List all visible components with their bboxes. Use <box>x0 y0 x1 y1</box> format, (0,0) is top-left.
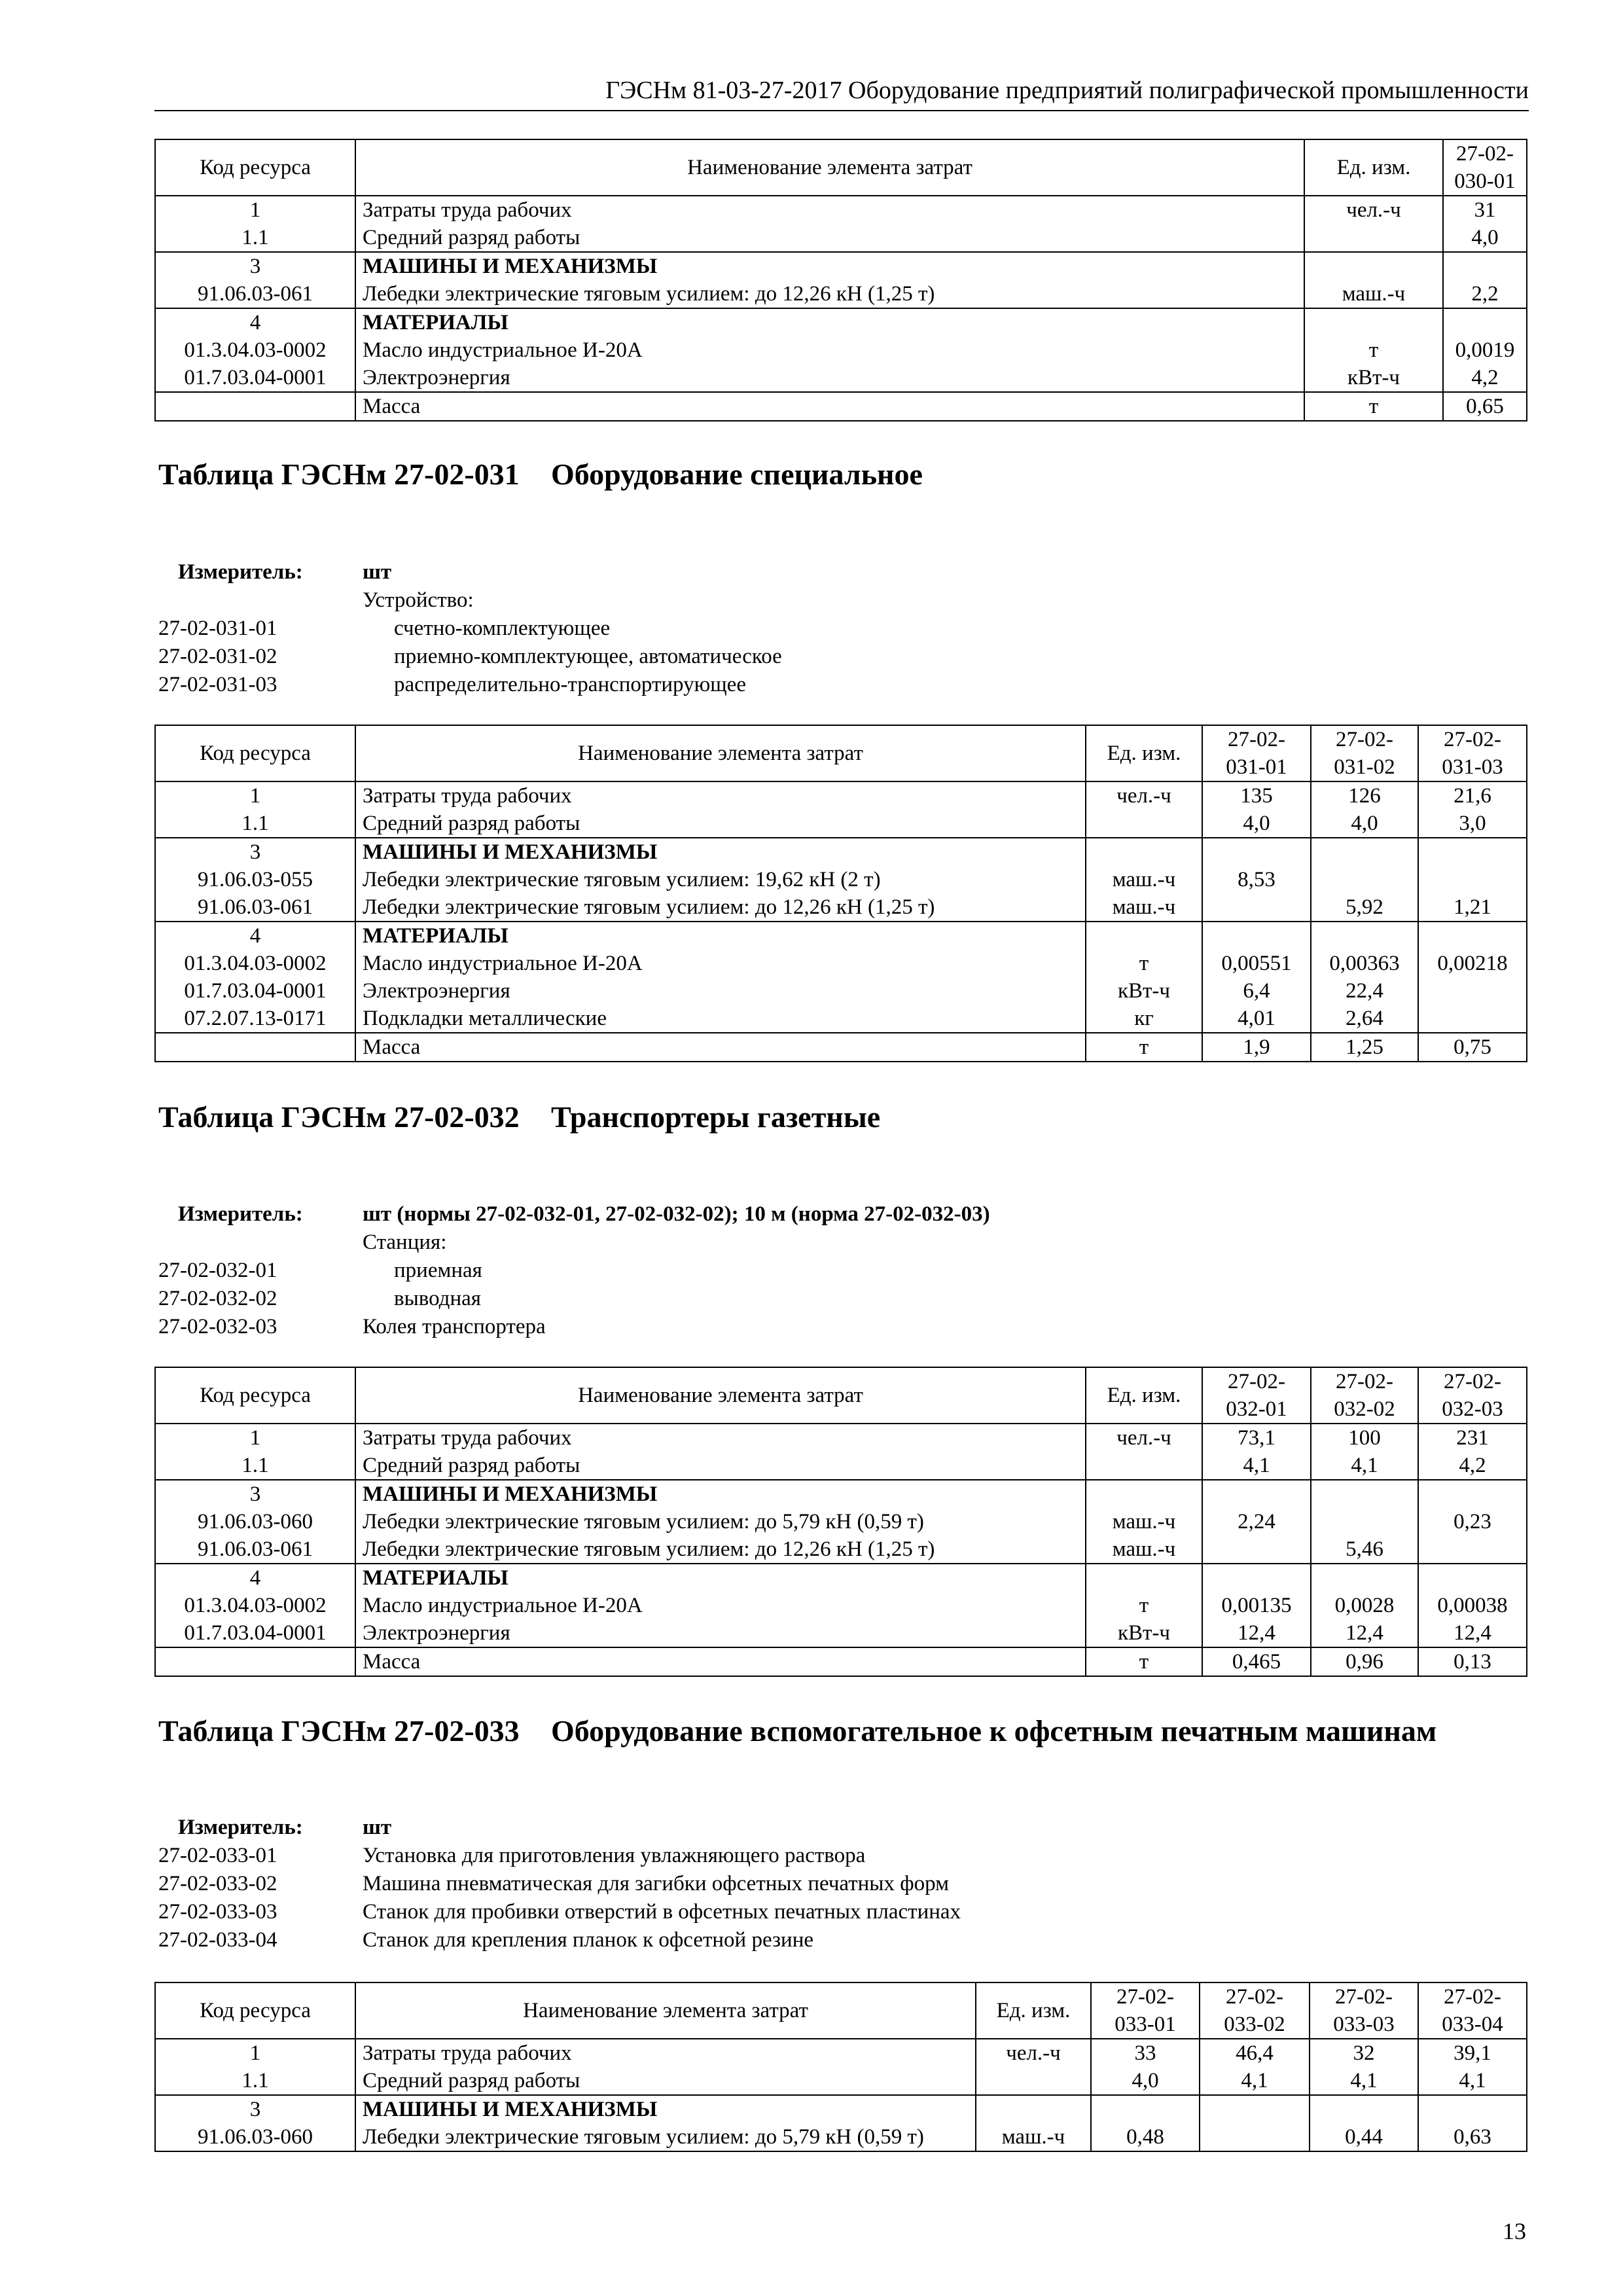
table-row <box>155 1592 1527 1619</box>
cell-value: 135 <box>1202 781 1311 810</box>
cell-value <box>1200 2095 1310 2123</box>
cell-code: 91.06.03-060 <box>155 1508 355 1535</box>
cell-code <box>155 1647 355 1676</box>
table-header <box>155 725 1527 781</box>
cell-value: 0,96 <box>1311 1647 1418 1676</box>
cell-name: Масло индустриальное И-20А <box>355 950 1086 977</box>
col-header-norm: 27-02- 031-03 <box>1418 725 1527 781</box>
cell-code: 91.06.03-060 <box>155 2123 355 2151</box>
cell-value: 8,53 <box>1202 866 1311 893</box>
resource-table-033 <box>154 1982 1527 2152</box>
cell-value <box>1311 1508 1418 1535</box>
cell-value <box>1418 1564 1527 1592</box>
col-header-code: Код ресурса <box>155 725 355 781</box>
measure-value: шт (нормы 27-02-032-01, 27-02-032-02); 10 м (норма 27-02-032-03) <box>363 1202 990 1226</box>
col-header-unit: Ед. изм. <box>1086 725 1202 781</box>
cell-value: 0,00038 <box>1418 1592 1527 1619</box>
col-header-name: Наименование элемента затрат <box>355 1982 976 2039</box>
cell-value <box>1202 922 1311 950</box>
norm-text: Станок для пробивки отверстий в офсетных печатных пластинах <box>363 1900 961 1924</box>
norm-code: 27-02-032-02 <box>158 1287 277 1310</box>
table-name: Оборудование специальное <box>551 457 923 491</box>
table-row <box>155 252 1527 280</box>
cell-name: Масло индустриальное И-20А <box>355 1592 1086 1619</box>
cell-name: Масло индустриальное И-20А <box>355 336 1304 364</box>
header-row <box>155 725 1527 781</box>
cell-value <box>1311 866 1418 893</box>
cell-value: 4,1 <box>1418 2067 1527 2095</box>
cell-value: 4,2 <box>1418 1452 1527 1480</box>
cell-unit <box>1086 1480 1202 1508</box>
cell-value: 0,13 <box>1418 1647 1527 1676</box>
cell-value: 73,1 <box>1202 1424 1311 1452</box>
cell-name: Лебедки электрические тяговым усилием: до 12,26 кН (1,25 т) <box>355 893 1086 922</box>
cell-value: 0,00135 <box>1202 1592 1311 1619</box>
cell-value <box>1418 1535 1527 1564</box>
table-header <box>155 1367 1527 1424</box>
table-row <box>155 392 1527 421</box>
cell-value: 4,0 <box>1311 810 1418 838</box>
norm-code: 27-02-033-01 <box>158 1844 277 1867</box>
cell-value <box>1202 1535 1311 1564</box>
cell-code: 07.2.07.13-0171 <box>155 1005 355 1033</box>
cell-value: 4,1 <box>1311 1452 1418 1480</box>
cell-code: 91.06.03-061 <box>155 893 355 922</box>
page-number: 13 <box>1503 2218 1526 2244</box>
cell-code: 3 <box>155 2095 355 2123</box>
table-row <box>155 922 1527 950</box>
cell-unit <box>976 2095 1091 2123</box>
cell-code: 91.06.03-055 <box>155 866 355 893</box>
col-header-name: Наименование элемента затрат <box>355 725 1086 781</box>
col-header-norm: 27-02- 033-03 <box>1310 1982 1418 2039</box>
norm-text: Станок для крепления планок к офсетной резине <box>363 1928 814 1952</box>
norm-text: счетно-комплектующее <box>394 617 611 640</box>
cell-value: 2,64 <box>1311 1005 1418 1033</box>
cell-unit: кВт-ч <box>1304 364 1443 392</box>
table-row <box>155 2039 1527 2067</box>
cell-value: 5,92 <box>1311 893 1418 922</box>
table-row <box>155 1033 1527 1062</box>
table-number: Таблица ГЭСНм 27-02-033 <box>158 1714 520 1748</box>
cell-code: 01.7.03.04-0001 <box>155 364 355 392</box>
cell-name: Масса <box>355 1033 1086 1062</box>
cell-name: Лебедки электрические тяговым усилием: до 5,79 кН (0,59 т) <box>355 1508 1086 1535</box>
cell-code: 01.7.03.04-0001 <box>155 977 355 1005</box>
norm-code: 27-02-032-03 <box>158 1315 277 1338</box>
cell-code: 01.3.04.03-0002 <box>155 1592 355 1619</box>
cell-code: 3 <box>155 1480 355 1508</box>
table-row <box>155 893 1527 922</box>
col-header-norm: 27-02- 033-01 <box>1091 1982 1200 2039</box>
cell-code: 3 <box>155 838 355 866</box>
cell-value: 33 <box>1091 2039 1200 2067</box>
col-header-unit: Ед. изм. <box>976 1982 1091 2039</box>
table-row <box>155 1508 1527 1535</box>
col-header-norm: 27-02- 033-02 <box>1200 1982 1310 2039</box>
cell-value <box>1310 2095 1418 2123</box>
measure-value: шт <box>363 1816 392 1839</box>
cell-value: 4,2 <box>1443 364 1527 392</box>
cell-value <box>1311 1480 1418 1508</box>
table-row <box>155 336 1527 364</box>
cell-value: 4,01 <box>1202 1005 1311 1033</box>
cell-code: 91.06.03-061 <box>155 1535 355 1564</box>
cell-code: 91.06.03-061 <box>155 280 355 308</box>
cell-name: Затраты труда рабочих <box>355 1424 1086 1452</box>
cell-value <box>1311 838 1418 866</box>
norm-text: приемно-комплектующее, автоматическое <box>394 645 782 668</box>
cell-value <box>1202 1480 1311 1508</box>
measure-sub-label: Устройство: <box>363 588 474 612</box>
cell-code: 1 <box>155 781 355 810</box>
cell-code: 1 <box>155 1424 355 1452</box>
cell-value: 4,0 <box>1443 224 1527 252</box>
table-header <box>155 139 1527 196</box>
cell-name: Лебедки электрические тяговым усилием: до 12,26 кН (1,25 т) <box>355 1535 1086 1564</box>
cell-value: 126 <box>1311 781 1418 810</box>
table-row <box>155 280 1527 308</box>
measure-sub-label: Станция: <box>363 1230 447 1254</box>
cell-unit: маш.-ч <box>1086 893 1202 922</box>
cell-value: 0,63 <box>1418 2123 1527 2151</box>
cell-unit <box>1086 1564 1202 1592</box>
cell-value: 100 <box>1311 1424 1418 1452</box>
cell-name: МАТЕРИАЛЫ <box>355 922 1086 950</box>
norm-text: выводная <box>394 1287 481 1310</box>
cell-value: 12,4 <box>1202 1619 1311 1647</box>
col-header-norm: 27-02- 031-01 <box>1202 725 1311 781</box>
cell-name: Масса <box>355 1647 1086 1676</box>
norm-code: 27-02-031-03 <box>158 673 277 696</box>
measure-label: Измеритель: <box>178 560 303 584</box>
cell-unit <box>1086 922 1202 950</box>
table-body <box>155 1424 1527 1676</box>
cell-code: 01.3.04.03-0002 <box>155 336 355 364</box>
cell-code: 3 <box>155 252 355 280</box>
cell-value: 0,00551 <box>1202 950 1311 977</box>
cell-code: 4 <box>155 922 355 950</box>
cell-unit: чел.-ч <box>1304 196 1443 224</box>
cell-name: МАТЕРИАЛЫ <box>355 1564 1086 1592</box>
norm-text: Установка для приготовления увлажняющего раствора <box>363 1844 866 1867</box>
cell-name: Затраты труда рабочих <box>355 196 1304 224</box>
col-header-norm: 27-02- 033-04 <box>1418 1982 1527 2039</box>
cell-value: 6,4 <box>1202 977 1311 1005</box>
cell-value: 12,4 <box>1418 1619 1527 1647</box>
cell-value <box>1418 977 1527 1005</box>
table-number: Таблица ГЭСНм 27-02-031 <box>158 457 520 491</box>
cell-unit: т <box>1086 950 1202 977</box>
cell-value: 0,23 <box>1418 1508 1527 1535</box>
cell-value <box>1202 1564 1311 1592</box>
norm-text: Колея транспортера <box>363 1315 546 1338</box>
col-header-code: Код ресурса <box>155 1367 355 1424</box>
table-row <box>155 866 1527 893</box>
cell-unit: кВт-ч <box>1086 1619 1202 1647</box>
norm-text: приемная <box>394 1259 482 1282</box>
table-row <box>155 1424 1527 1452</box>
cell-unit: т <box>1086 1647 1202 1676</box>
header-row <box>155 139 1527 196</box>
cell-unit: кг <box>1086 1005 1202 1033</box>
cell-value <box>1418 1480 1527 1508</box>
cell-value: 0,00218 <box>1418 950 1527 977</box>
cell-value: 5,46 <box>1311 1535 1418 1564</box>
cell-value: 0,0019 <box>1443 336 1527 364</box>
col-header-unit: Ед. изм. <box>1304 139 1443 196</box>
cell-code: 01.3.04.03-0002 <box>155 950 355 977</box>
cell-value <box>1443 308 1527 336</box>
cell-value <box>1202 838 1311 866</box>
cell-value <box>1418 866 1527 893</box>
cell-value <box>1091 2095 1200 2123</box>
cell-unit: маш.-ч <box>1086 1535 1202 1564</box>
table-row <box>155 224 1527 252</box>
col-header-unit: Ед. изм. <box>1086 1367 1202 1424</box>
col-header-norm: 27-02- 032-01 <box>1202 1367 1311 1424</box>
measure-value: шт <box>363 560 392 584</box>
table-body <box>155 2039 1527 2151</box>
cell-value: 4,0 <box>1091 2067 1200 2095</box>
cell-value: 4,1 <box>1310 2067 1418 2095</box>
cell-code: 1.1 <box>155 810 355 838</box>
table-row <box>155 1005 1527 1033</box>
table-name: Транспортеры газетные <box>551 1100 881 1134</box>
col-header-name: Наименование элемента затрат <box>355 139 1304 196</box>
cell-value: 0,0028 <box>1311 1592 1418 1619</box>
table-row <box>155 1619 1527 1647</box>
cell-unit: т <box>1304 392 1443 421</box>
cell-value: 0,65 <box>1443 392 1527 421</box>
col-header-code: Код ресурса <box>155 139 355 196</box>
resource-table-032 <box>154 1367 1527 1677</box>
cell-value: 12,4 <box>1311 1619 1418 1647</box>
col-header-name: Наименование элемента затрат <box>355 1367 1086 1424</box>
cell-value: 4,1 <box>1202 1452 1311 1480</box>
cell-name: Масса <box>355 392 1304 421</box>
cell-value: 2,2 <box>1443 280 1527 308</box>
norm-code: 27-02-033-04 <box>158 1928 277 1952</box>
table-number: Таблица ГЭСНм 27-02-032 <box>158 1100 520 1134</box>
cell-unit: чел.-ч <box>1086 1424 1202 1452</box>
cell-value: 22,4 <box>1311 977 1418 1005</box>
cell-value <box>1202 893 1311 922</box>
cell-name: Электроэнергия <box>355 364 1304 392</box>
cell-value: 1,21 <box>1418 893 1527 922</box>
cell-value <box>1418 922 1527 950</box>
cell-name: Затраты труда рабочих <box>355 781 1086 810</box>
cell-unit: т <box>1086 1592 1202 1619</box>
cell-value: 0,465 <box>1202 1647 1311 1676</box>
table-body <box>155 781 1527 1062</box>
cell-name: Средний разряд работы <box>355 2067 976 2095</box>
cell-unit: маш.-ч <box>976 2123 1091 2151</box>
cell-code <box>155 1033 355 1062</box>
cell-value <box>1311 922 1418 950</box>
col-header-norm: 27-02- 030-01 <box>1443 139 1527 196</box>
cell-code: 1.1 <box>155 1452 355 1480</box>
col-header-norm: 27-02- 032-02 <box>1311 1367 1418 1424</box>
cell-value: 46,4 <box>1200 2039 1310 2067</box>
cell-unit: чел.-ч <box>976 2039 1091 2067</box>
norm-text: Машина пневматическая для загибки офсетных печатных форм <box>363 1872 949 1895</box>
header-row <box>155 1367 1527 1424</box>
cell-code: 1 <box>155 2039 355 2067</box>
norm-code: 27-02-031-02 <box>158 645 277 668</box>
cell-value: 0,75 <box>1418 1033 1527 1062</box>
col-header-code: Код ресурса <box>155 1982 355 2039</box>
cell-code: 1.1 <box>155 224 355 252</box>
cell-unit <box>1304 252 1443 280</box>
cell-value: 31 <box>1443 196 1527 224</box>
table-body <box>155 196 1527 421</box>
cell-unit: т <box>1304 336 1443 364</box>
cell-value <box>1418 838 1527 866</box>
cell-name: Лебедки электрические тяговым усилием: до 5,79 кН (0,59 т) <box>355 2123 976 2151</box>
cell-unit: маш.-ч <box>1304 280 1443 308</box>
table-row <box>155 977 1527 1005</box>
table-header <box>155 1982 1527 2039</box>
measure-label: Измеритель: <box>178 1816 303 1839</box>
table-row <box>155 1480 1527 1508</box>
cell-name: Затраты труда рабочих <box>355 2039 976 2067</box>
cell-unit: кВт-ч <box>1086 977 1202 1005</box>
cell-value: 0,44 <box>1310 2123 1418 2151</box>
cell-value: 231 <box>1418 1424 1527 1452</box>
cell-value: 3,0 <box>1418 810 1527 838</box>
cell-value: 39,1 <box>1418 2039 1527 2067</box>
table-row <box>155 1647 1527 1676</box>
table-row <box>155 2067 1527 2095</box>
cell-value <box>1418 2095 1527 2123</box>
col-header-norm: 27-02- 032-03 <box>1418 1367 1527 1424</box>
norm-text: распределительно-транспортирующее <box>394 673 746 696</box>
cell-value <box>1418 1005 1527 1033</box>
resource-table-030 <box>154 139 1527 422</box>
table-row <box>155 196 1527 224</box>
cell-code: 4 <box>155 308 355 336</box>
table-name: Оборудование вспомогательное к офсетным печатным машинам <box>551 1714 1437 1748</box>
cell-name: МАШИНЫ И МЕХАНИЗМЫ <box>355 838 1086 866</box>
cell-name: Средний разряд работы <box>355 810 1086 838</box>
cell-name: Лебедки электрические тяговым усилием: 19,62 кН (2 т) <box>355 866 1086 893</box>
norm-code: 27-02-032-01 <box>158 1259 277 1282</box>
cell-code: 01.7.03.04-0001 <box>155 1619 355 1647</box>
cell-value: 1,25 <box>1311 1033 1418 1062</box>
cell-unit <box>1086 810 1202 838</box>
cell-name: Электроэнергия <box>355 977 1086 1005</box>
cell-value: 1,9 <box>1202 1033 1311 1062</box>
table-row <box>155 1452 1527 1480</box>
norm-code: 27-02-031-01 <box>158 617 277 640</box>
cell-code: 4 <box>155 1564 355 1592</box>
cell-name: Подкладки металлические <box>355 1005 1086 1033</box>
cell-unit: чел.-ч <box>1086 781 1202 810</box>
table-row <box>155 308 1527 336</box>
cell-value: 21,6 <box>1418 781 1527 810</box>
cell-value: 32 <box>1310 2039 1418 2067</box>
cell-value: 4,1 <box>1200 2067 1310 2095</box>
cell-name: Средний разряд работы <box>355 224 1304 252</box>
table-row <box>155 838 1527 866</box>
cell-value <box>1200 2123 1310 2151</box>
table-row <box>155 2123 1527 2151</box>
norm-code: 27-02-033-02 <box>158 1872 277 1895</box>
cell-name: МАШИНЫ И МЕХАНИЗМЫ <box>355 1480 1086 1508</box>
cell-unit: маш.-ч <box>1086 866 1202 893</box>
cell-name: МАШИНЫ И МЕХАНИЗМЫ <box>355 2095 976 2123</box>
cell-value: 0,00363 <box>1311 950 1418 977</box>
cell-code: 1 <box>155 196 355 224</box>
cell-name: МАТЕРИАЛЫ <box>355 308 1304 336</box>
table-row <box>155 810 1527 838</box>
cell-unit <box>1086 1452 1202 1480</box>
table-row <box>155 364 1527 392</box>
cell-name: МАШИНЫ И МЕХАНИЗМЫ <box>355 252 1304 280</box>
cell-value: 2,24 <box>1202 1508 1311 1535</box>
cell-unit <box>1304 224 1443 252</box>
page-header: ГЭСНм 81-03-27-2017 Оборудование предприятий полиграфической промышленности <box>154 73 1529 111</box>
cell-value: 4,0 <box>1202 810 1311 838</box>
col-header-norm: 27-02- 031-02 <box>1311 725 1418 781</box>
table-row <box>155 1564 1527 1592</box>
measure-label: Измеритель: <box>178 1202 303 1226</box>
cell-unit <box>1086 838 1202 866</box>
table-row <box>155 1535 1527 1564</box>
table-row <box>155 2095 1527 2123</box>
table-row <box>155 781 1527 810</box>
cell-unit: маш.-ч <box>1086 1508 1202 1535</box>
cell-name: Лебедки электрические тяговым усилием: до 12,26 кН (1,25 т) <box>355 280 1304 308</box>
cell-name: Средний разряд работы <box>355 1452 1086 1480</box>
header-row <box>155 1982 1527 2039</box>
norm-code: 27-02-033-03 <box>158 1900 277 1924</box>
cell-unit: т <box>1086 1033 1202 1062</box>
cell-unit <box>976 2067 1091 2095</box>
cell-code: 1.1 <box>155 2067 355 2095</box>
cell-value <box>1443 252 1527 280</box>
resource-table-031 <box>154 725 1527 1062</box>
cell-code <box>155 392 355 421</box>
cell-unit <box>1304 308 1443 336</box>
table-row <box>155 950 1527 977</box>
cell-name: Электроэнергия <box>355 1619 1086 1647</box>
cell-value: 0,48 <box>1091 2123 1200 2151</box>
cell-value <box>1311 1564 1418 1592</box>
